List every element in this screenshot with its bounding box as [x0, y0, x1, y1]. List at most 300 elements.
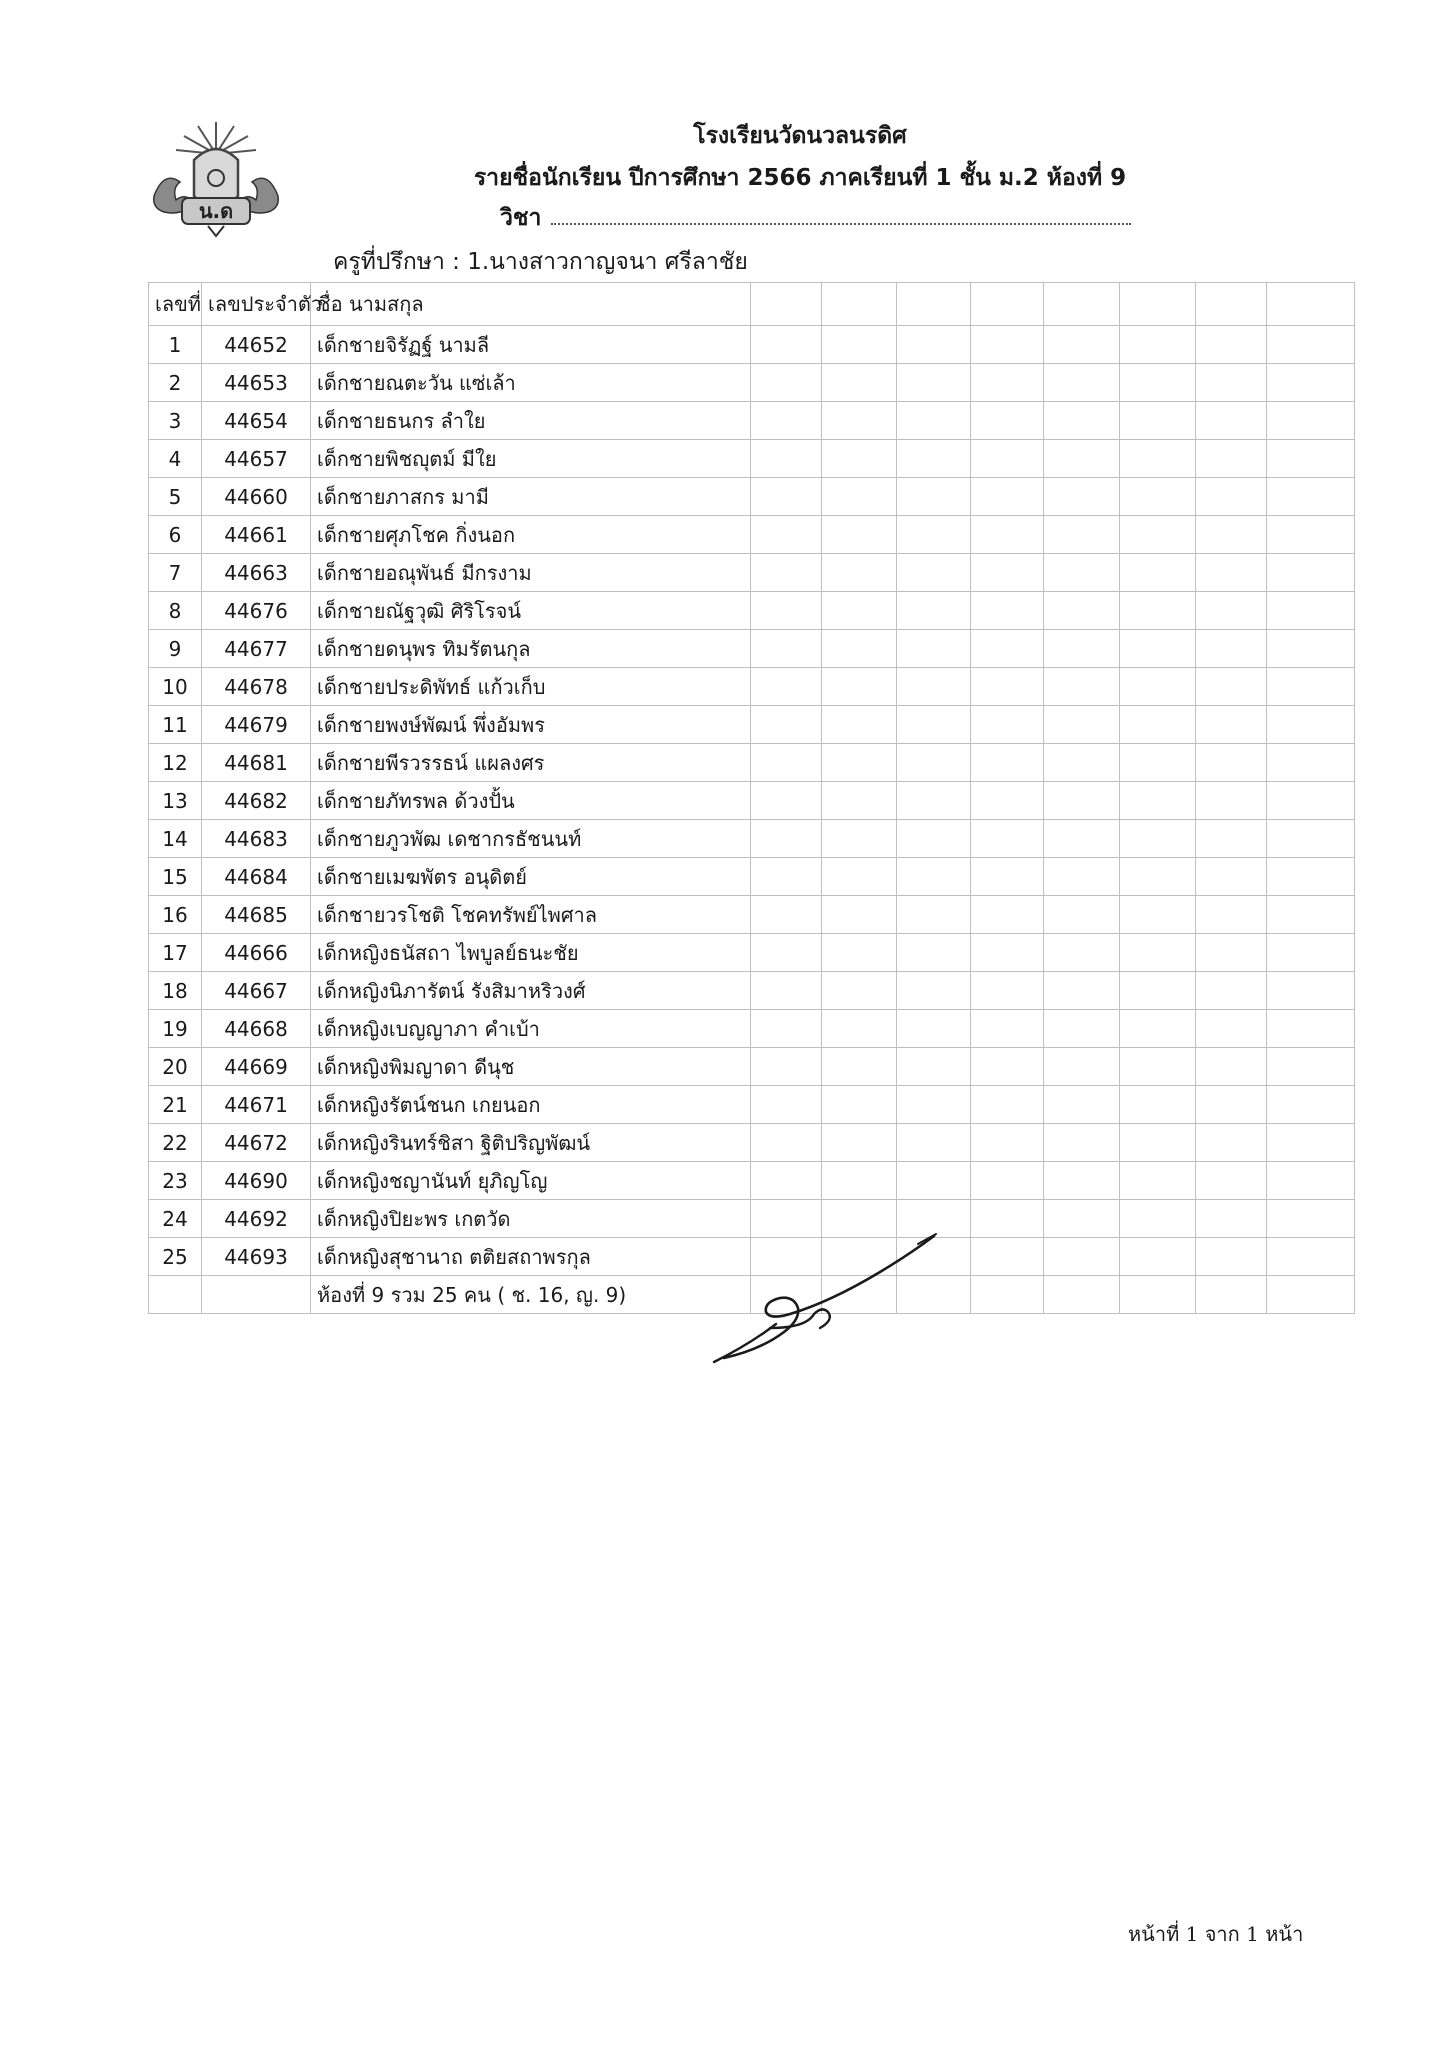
blank-cell — [1267, 364, 1355, 402]
blank-cell — [1044, 706, 1120, 744]
blank-cell — [971, 1200, 1044, 1238]
table-row — [149, 516, 1355, 554]
blank-cell — [822, 364, 897, 402]
blank-cell — [822, 326, 897, 364]
student-name: เด็กชายศุภโชค กิ่งนอก — [311, 516, 751, 554]
blank-cell — [1267, 858, 1355, 896]
blank-cell — [1044, 1276, 1120, 1314]
student-name: เด็กชายจิรัฏฐ์ นามลี — [311, 326, 751, 364]
blank-cell — [1120, 668, 1196, 706]
student-no: 10 — [149, 668, 202, 706]
blank-cell — [897, 1048, 971, 1086]
table-row — [149, 744, 1355, 782]
blank-column-header — [822, 283, 897, 326]
student-no: 8 — [149, 592, 202, 630]
blank-cell — [822, 820, 897, 858]
table-row — [149, 1010, 1355, 1048]
blank-cell — [1267, 592, 1355, 630]
student-id: 44668 — [202, 1010, 311, 1048]
blank-cell — [751, 858, 822, 896]
blank-cell — [971, 858, 1044, 896]
blank-cell — [822, 440, 897, 478]
table-row — [149, 858, 1355, 896]
handwritten-signature-icon — [710, 1232, 940, 1364]
blank-cell — [751, 934, 822, 972]
blank-cell — [822, 554, 897, 592]
student-id: 44671 — [202, 1086, 311, 1124]
blank-cell — [1196, 592, 1267, 630]
student-no: 1 — [149, 326, 202, 364]
blank-cell — [751, 744, 822, 782]
blank-cell — [1044, 402, 1120, 440]
blank-cell — [971, 896, 1044, 934]
blank-column-header — [1120, 283, 1196, 326]
blank-cell — [1120, 478, 1196, 516]
blank-cell — [1196, 782, 1267, 820]
blank-cell — [1267, 1124, 1355, 1162]
student-no: 15 — [149, 858, 202, 896]
blank-cell — [1267, 896, 1355, 934]
blank-cell — [897, 972, 971, 1010]
student-no: 9 — [149, 630, 202, 668]
blank-cell — [1044, 440, 1120, 478]
student-id: 44657 — [202, 440, 311, 478]
blank-cell — [1120, 706, 1196, 744]
blank-cell — [1044, 554, 1120, 592]
blank-cell — [897, 592, 971, 630]
student-name: เด็กชายภัทรพล ด้วงปั้น — [311, 782, 751, 820]
blank-cell — [1044, 668, 1120, 706]
blank-cell — [971, 364, 1044, 402]
student-name: เด็กชายประดิพัทธ์ แก้วเก็บ — [311, 668, 751, 706]
blank-cell — [1120, 934, 1196, 972]
blank-cell — [971, 402, 1044, 440]
blank-cell — [751, 972, 822, 1010]
subject-blank — [551, 205, 1131, 225]
blank-cell — [822, 744, 897, 782]
blank-cell — [1044, 1200, 1120, 1238]
blank-cell — [1044, 364, 1120, 402]
student-name: เด็กหญิงปิยะพร เกตวัด — [311, 1200, 751, 1238]
blank-cell — [1120, 858, 1196, 896]
student-no: 4 — [149, 440, 202, 478]
blank-cell — [822, 1010, 897, 1048]
student-no: 6 — [149, 516, 202, 554]
blank-cell — [1120, 364, 1196, 402]
blank-cell — [1120, 1010, 1196, 1048]
blank-cell — [897, 1124, 971, 1162]
blank-cell — [1044, 858, 1120, 896]
blank-cell — [1267, 326, 1355, 364]
blank-cell — [751, 820, 822, 858]
student-no: 13 — [149, 782, 202, 820]
blank-cell — [751, 1086, 822, 1124]
table-row — [149, 972, 1355, 1010]
blank-cell — [1044, 1124, 1120, 1162]
student-name: เด็กหญิงชญานันท์ ยุภิญโญ — [311, 1162, 751, 1200]
student-id: 44652 — [202, 326, 311, 364]
blank-cell — [897, 744, 971, 782]
table-row — [149, 1048, 1355, 1086]
blank-cell — [971, 630, 1044, 668]
table-row — [149, 1086, 1355, 1124]
student-name: เด็กชายพีรวรรธน์ แผลงศร — [311, 744, 751, 782]
student-id: 44654 — [202, 402, 311, 440]
student-roster-table — [148, 282, 1355, 1314]
blank-cell — [1120, 554, 1196, 592]
student-name: เด็กชายเมฆพัตร อนุดิตย์ — [311, 858, 751, 896]
blank-cell — [1267, 478, 1355, 516]
blank-cell — [1196, 820, 1267, 858]
student-name: เด็กชายอณุพันธ์ มีกรงาม — [311, 554, 751, 592]
column-header-student-id: เลขประจำตัว — [202, 283, 311, 326]
blank-cell — [202, 1276, 311, 1314]
student-id: 44684 — [202, 858, 311, 896]
blank-cell — [1267, 1200, 1355, 1238]
student-no: 19 — [149, 1010, 202, 1048]
student-id: 44693 — [202, 1238, 311, 1276]
blank-cell — [1120, 1162, 1196, 1200]
blank-cell — [1267, 744, 1355, 782]
table-row — [149, 1124, 1355, 1162]
blank-cell — [971, 554, 1044, 592]
blank-cell — [1196, 1048, 1267, 1086]
blank-cell — [897, 478, 971, 516]
blank-cell — [1120, 516, 1196, 554]
student-id: 44653 — [202, 364, 311, 402]
blank-cell — [971, 706, 1044, 744]
blank-cell — [1120, 326, 1196, 364]
blank-cell — [1044, 592, 1120, 630]
blank-cell — [1267, 820, 1355, 858]
blank-cell — [751, 1124, 822, 1162]
blank-cell — [1267, 440, 1355, 478]
student-id: 44678 — [202, 668, 311, 706]
blank-cell — [822, 896, 897, 934]
blank-cell — [1196, 516, 1267, 554]
subject-label: วิชา — [500, 205, 542, 231]
blank-column-header — [897, 283, 971, 326]
student-no: 17 — [149, 934, 202, 972]
blank-cell — [1120, 744, 1196, 782]
blank-cell — [1196, 706, 1267, 744]
blank-cell — [751, 326, 822, 364]
blank-cell — [822, 782, 897, 820]
blank-cell — [822, 402, 897, 440]
student-name: เด็กชายดนุพร ทิมรัตนกุล — [311, 630, 751, 668]
blank-cell — [1120, 972, 1196, 1010]
blank-cell — [1044, 744, 1120, 782]
blank-cell — [1267, 668, 1355, 706]
blank-cell — [897, 934, 971, 972]
blank-column-header — [971, 283, 1044, 326]
student-id: 44672 — [202, 1124, 311, 1162]
blank-cell — [971, 744, 1044, 782]
blank-cell — [822, 858, 897, 896]
student-id: 44663 — [202, 554, 311, 592]
blank-cell — [1120, 896, 1196, 934]
blank-column-header — [1196, 283, 1267, 326]
table-row — [149, 440, 1355, 478]
blank-cell — [1044, 326, 1120, 364]
blank-cell — [822, 516, 897, 554]
blank-cell — [1044, 896, 1120, 934]
student-id: 44661 — [202, 516, 311, 554]
student-no: 23 — [149, 1162, 202, 1200]
blank-cell — [1196, 1086, 1267, 1124]
student-id: 44682 — [202, 782, 311, 820]
blank-cell — [897, 630, 971, 668]
student-id: 44683 — [202, 820, 311, 858]
student-no: 12 — [149, 744, 202, 782]
student-id: 44677 — [202, 630, 311, 668]
blank-cell — [1044, 1238, 1120, 1276]
blank-cell — [751, 1048, 822, 1086]
blank-cell — [897, 1010, 971, 1048]
blank-cell — [822, 934, 897, 972]
blank-cell — [1120, 1048, 1196, 1086]
blank-cell — [822, 706, 897, 744]
blank-cell — [751, 478, 822, 516]
blank-cell — [1196, 364, 1267, 402]
blank-column-header — [751, 283, 822, 326]
blank-cell — [822, 668, 897, 706]
table-row — [149, 478, 1355, 516]
student-name: เด็กหญิงรัตน์ชนก เกยนอก — [311, 1086, 751, 1124]
blank-cell — [1267, 1276, 1355, 1314]
blank-cell — [822, 1086, 897, 1124]
blank-cell — [1044, 630, 1120, 668]
blank-cell — [971, 1048, 1044, 1086]
blank-cell — [1044, 478, 1120, 516]
student-no: 2 — [149, 364, 202, 402]
student-name: เด็กหญิงรินทร์ชิสา ฐิติปริญพัฒน์ — [311, 1124, 751, 1162]
blank-cell — [1120, 1276, 1196, 1314]
student-no: 22 — [149, 1124, 202, 1162]
blank-cell — [1120, 1124, 1196, 1162]
blank-cell — [1044, 782, 1120, 820]
student-no: 16 — [149, 896, 202, 934]
blank-cell — [897, 402, 971, 440]
student-no: 5 — [149, 478, 202, 516]
table-row — [149, 630, 1355, 668]
student-id: 44666 — [202, 934, 311, 972]
blank-cell — [1267, 1162, 1355, 1200]
blank-cell — [1267, 402, 1355, 440]
blank-cell — [1267, 1086, 1355, 1124]
student-name: เด็กหญิงเบญญาภา คำเบ้า — [311, 1010, 751, 1048]
table-row — [149, 326, 1355, 364]
blank-cell — [1044, 1086, 1120, 1124]
blank-cell — [751, 1162, 822, 1200]
table-header-row — [149, 283, 1355, 326]
student-id: 44681 — [202, 744, 311, 782]
column-header-no: เลขที่ — [149, 283, 202, 326]
blank-cell — [897, 668, 971, 706]
blank-cell — [822, 1162, 897, 1200]
blank-cell — [1120, 782, 1196, 820]
blank-cell — [971, 1276, 1044, 1314]
student-name: เด็กชายภูวพัฒ เดชากรธัชนนท์ — [311, 820, 751, 858]
blank-cell — [1196, 1200, 1267, 1238]
blank-cell — [1120, 820, 1196, 858]
student-name: เด็กชายภาสกร มามี — [311, 478, 751, 516]
table-row — [149, 1162, 1355, 1200]
blank-cell — [1196, 1238, 1267, 1276]
table-row — [149, 592, 1355, 630]
blank-cell — [1196, 1162, 1267, 1200]
student-name: เด็กหญิงนิภารัตน์ รังสิมาหริวงศ์ — [311, 972, 751, 1010]
blank-cell — [1267, 554, 1355, 592]
blank-cell — [751, 402, 822, 440]
blank-cell — [751, 668, 822, 706]
blank-cell — [1267, 1010, 1355, 1048]
blank-cell — [897, 706, 971, 744]
student-no: 24 — [149, 1200, 202, 1238]
blank-cell — [971, 440, 1044, 478]
student-id: 44669 — [202, 1048, 311, 1086]
blank-cell — [1120, 1086, 1196, 1124]
blank-cell — [822, 630, 897, 668]
student-no: 25 — [149, 1238, 202, 1276]
blank-cell — [897, 820, 971, 858]
student-name: เด็กชายวรโชติ โชคทรัพย์ไพศาล — [311, 896, 751, 934]
blank-cell — [1196, 668, 1267, 706]
blank-cell — [1196, 744, 1267, 782]
blank-cell — [822, 1048, 897, 1086]
list-title: รายชื่อนักเรียน ปีการศึกษา 2566 ภาคเรียนที่ 1 ชั้น ม.2 ห้องที่ 9 — [473, 165, 1127, 191]
blank-cell — [971, 972, 1044, 1010]
blank-cell — [897, 326, 971, 364]
blank-cell — [1267, 934, 1355, 972]
blank-cell — [751, 782, 822, 820]
student-no: 14 — [149, 820, 202, 858]
blank-cell — [1196, 478, 1267, 516]
table-row — [149, 364, 1355, 402]
blank-cell — [822, 972, 897, 1010]
blank-cell — [1120, 440, 1196, 478]
blank-cell — [751, 440, 822, 478]
blank-cell — [1120, 1238, 1196, 1276]
blank-cell — [1044, 1048, 1120, 1086]
blank-cell — [897, 440, 971, 478]
student-name: เด็กหญิงธนัสถา ไพบูลย์ธนะชัย — [311, 934, 751, 972]
blank-cell — [751, 630, 822, 668]
blank-cell — [1196, 934, 1267, 972]
blank-cell — [971, 1238, 1044, 1276]
blank-cell — [1267, 516, 1355, 554]
blank-cell — [897, 858, 971, 896]
blank-cell — [1196, 896, 1267, 934]
blank-cell — [822, 592, 897, 630]
student-id: 44685 — [202, 896, 311, 934]
school-name: โรงเรียนวัดนวลนรดิศ — [693, 123, 907, 149]
blank-cell — [1044, 1162, 1120, 1200]
student-name: เด็กชายพงษ์พัฒน์ พึ่งอัมพร — [311, 706, 751, 744]
blank-cell — [1267, 1048, 1355, 1086]
blank-cell — [1120, 592, 1196, 630]
blank-cell — [1196, 858, 1267, 896]
blank-cell — [1196, 1010, 1267, 1048]
blank-column-header — [1267, 283, 1355, 326]
school-emblem-icon — [146, 118, 286, 238]
blank-cell — [1196, 440, 1267, 478]
blank-cell — [751, 1010, 822, 1048]
blank-cell — [1267, 706, 1355, 744]
blank-cell — [971, 668, 1044, 706]
blank-cell — [971, 782, 1044, 820]
blank-cell — [751, 896, 822, 934]
blank-cell — [971, 1162, 1044, 1200]
blank-cell — [822, 1124, 897, 1162]
blank-cell — [1267, 1238, 1355, 1276]
student-no: 11 — [149, 706, 202, 744]
blank-cell — [1120, 630, 1196, 668]
table-row — [149, 820, 1355, 858]
blank-cell — [751, 364, 822, 402]
blank-cell — [971, 1124, 1044, 1162]
student-name: เด็กหญิงสุชานาถ ตติยสถาพรกุล — [311, 1238, 751, 1276]
blank-cell — [971, 934, 1044, 972]
blank-cell — [971, 820, 1044, 858]
table-row — [149, 782, 1355, 820]
blank-cell — [1044, 934, 1120, 972]
blank-cell — [751, 706, 822, 744]
blank-cell — [1044, 972, 1120, 1010]
student-name: เด็กชายณตะวัน แซ่เล้า — [311, 364, 751, 402]
blank-cell — [897, 554, 971, 592]
blank-cell — [1044, 1010, 1120, 1048]
page-number: หน้าที่ 1 จาก 1 หน้า — [1128, 1922, 1304, 1946]
student-id: 44676 — [202, 592, 311, 630]
blank-cell — [897, 1162, 971, 1200]
student-no: 20 — [149, 1048, 202, 1086]
roster-body — [149, 326, 1355, 1314]
blank-cell — [971, 1086, 1044, 1124]
blank-cell — [897, 782, 971, 820]
student-id: 44679 — [202, 706, 311, 744]
blank-cell — [897, 896, 971, 934]
student-no: 7 — [149, 554, 202, 592]
blank-cell — [751, 516, 822, 554]
student-no: 21 — [149, 1086, 202, 1124]
table-row — [149, 402, 1355, 440]
student-id: 44667 — [202, 972, 311, 1010]
blank-cell — [1196, 972, 1267, 1010]
blank-cell — [971, 478, 1044, 516]
blank-cell — [1196, 1124, 1267, 1162]
blank-cell — [1267, 782, 1355, 820]
advisor-line: ครูที่ปรึกษา : 1.นางสาวกาญจนา ศรีลาชัย — [333, 249, 748, 275]
blank-cell — [1196, 1276, 1267, 1314]
blank-cell — [1196, 326, 1267, 364]
student-no: 18 — [149, 972, 202, 1010]
student-name: เด็กชายธนกร ลำใย — [311, 402, 751, 440]
blank-column-header — [1044, 283, 1120, 326]
class-summary: ห้องที่ 9 รวม 25 คน ( ช. 16, ญ. 9) — [311, 1276, 751, 1314]
table-row — [149, 554, 1355, 592]
table-row — [149, 934, 1355, 972]
student-name: เด็กหญิงพิมญาดา ดีนุช — [311, 1048, 751, 1086]
column-header-name: ชื่อ นามสกุล — [311, 283, 751, 326]
blank-cell — [751, 592, 822, 630]
blank-cell — [897, 516, 971, 554]
blank-cell — [971, 326, 1044, 364]
student-id: 44692 — [202, 1200, 311, 1238]
student-name: เด็กชายพิชญุตม์ มีใย — [311, 440, 751, 478]
blank-cell — [1196, 630, 1267, 668]
blank-cell — [1120, 1200, 1196, 1238]
